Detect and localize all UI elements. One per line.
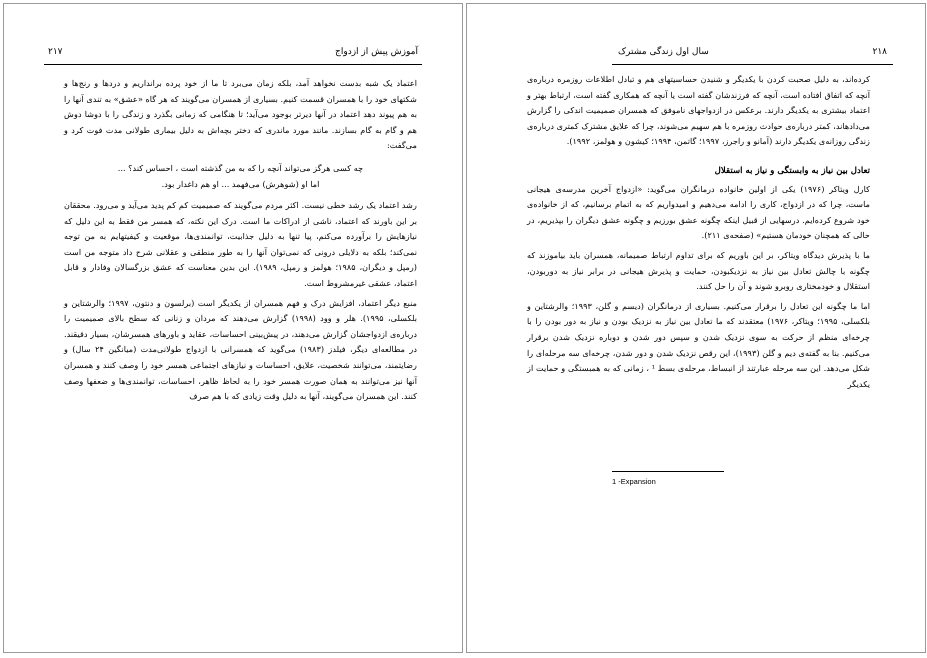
left-page-number: ۲۱۷ [48, 47, 63, 57]
paragraph: رشد اعتماد یک رشد خطی نیست. اکثر مردم می‌گویند که صمیمیت کم کم پدید می‌آید و می‌رود. محققان بر این باورند که اعتماد، ناشی از ادراکات ما است. درک این نکته، که همسر من فقط به این دلیل که نیازهایش را برآورده می‌کنم، پیا تنها به دلیل جذابیت، توانمندی‌ها، موقعیت و کیفیتهایم به من توجه نمی‌کند؛ بلکه به دلایلی درونی که نمی‌توان آنها را به طور منطقی و عقلانی شرح داد متوجه من است (رمپل و دیگران، ۱۹۸۵؛ هولمز و رمپل، ۱۹۸۹). این بدین معناست که عشق بزرگسالان وفادار و قابل اعتماد، عشقی غیرمشروط است. [64, 199, 417, 288]
paragraph: ما با پذیرش دیدگاه ویتاکر، بر این باوریم که برای تداوم ارتباط صمیمانه، همسران باید بیاموزند که چگونه با چالش تعادل بین نیاز به نزدیکبودن، حمایت و پذیرش هیجانی در برابر نیاز به دوربودن، استقلال و خودمختاری روبرو شوند و آن را حل کنند. [527, 249, 870, 292]
left-page-header-title: آموزش پیش از ازدواج [335, 47, 418, 57]
left-page-body [64, 76, 417, 409]
paragraph: منبع دیگر اعتماد، افزایش درک و فهم همسران از یکدیگر است (برلسون و دنتون، ۱۹۹۷؛ والرشتاین و بلکسلی، ۱۹۹۵). هلر و وود (۱۹۹۸) گزارش می‌دهند که مردان و زنانی که سطح بالای صمیمیت را درباره‌ی ازدواجشان گزارش می‌دهند، در پیش‌بینی احساسات، عقاید و باورهای همسرشان، بسیار دقیقند. در مطالعه‌ای دیگر، فیلدز (۱۹۸۳) می‌گوید که همسرانی با ازدواج طولانی‌مدت (میانگین ۲۴ سال) و رضایتمند، می‌توانند شخصیت، علایق، احساسات و نیازهای اجتماعی همسر خود را وصف کنند و همسران آنها نیز می‌توانند به همان صورت همسر خود را به لحاظ ظاهر، احساسات، توانمندی‌ها و ضعفها وصف کنند. این همسران می‌گویند، آنها به دلیل وقت زیادی که با هم صرف [64, 297, 417, 402]
right-page [466, 3, 926, 653]
paragraph: کرده‌اند، به دلیل صحبت کردن با یکدیگر و شنیدن حساسیتهای هم و تبادل اطلاعات روزمره درباره‌ی آنچه که اتفاق افتاده است، آنچه که فرزندشان گفته است یا آنچه که همکاری گفته است، ارتباط بهتر و اعتماد بیشتری به یکدیگر دارند. برعکس در ازدواجهای ناموفق که همسران صمیمیت اندکی را گزارش می‌دادهاند، کمتر درباره‌ی حوادث روزمره با هم سهیم می‌شوند، چرا که علایق مشترک کمتری درباره‌ی زندگی روزانه‌ی یکدیگر دارند (آمانو و راجرز، ۱۹۹۷؛ گاتمن، ۱۹۹۴؛ کیشون و هولمز، ۱۹۹۲). [527, 74, 870, 147]
quote-line: چه کسی هرگز می‌تواند آنچه را که به من گذشته است ، احساس کند؟ ... [117, 162, 364, 173]
footnote: 1 -Expansion [612, 477, 656, 486]
paragraph: کارل ویتاکر (۱۹۷۶) یکی از اولین خانواده درمانگران می‌گوید: «ازدواج آخرین مدرسه‌ی هیجانی ماست، چرا که در ازدواج، کاری را ادامه می‌دهیم و امیدواریم که به اتمام برسانیم، که از خانواده‌ی خود شروع کرده‌ایم. درسهایی از قبیل اینکه چگونه عشق بورزیم و چگونه عشق دیگران را بپذیریم، در حالی که همچنان خودمان هستیم» (صفحه‌ی ۲۱۱). [527, 183, 870, 241]
paragraph: اعتماد یک شبه بدست نخواهد آمد، بلکه زمان می‌برد تا ما از خود پرده برانداریم و دردها و رنج‌ها و شکتهای خود را با همسران قسمت کنیم. بسیاری از همسران می‌گویند که هر گاه «عشق» به تندی آنها را به هم پیوند دهد اعتماد در آنها دیرتر بوجود می‌آید؛ تا هنگامی که زمانی بگذرد و زندگی را با دوشا دوش هم و گام به گام بسازند. مانند مورد ماندری که دختر بچه‌اش به دلیل بیماری طولانی مدت فوت کرد و می‌گفت: [64, 78, 417, 151]
left-page [3, 3, 463, 653]
section-heading: تعادل بین نیاز به وابستگی و نیاز به استقلال [714, 165, 870, 176]
right-page-header-title: سال اول زندگی مشترک [618, 47, 709, 57]
left-page-header [44, 44, 422, 65]
block-quote [64, 160, 417, 192]
footnote-divider [612, 471, 724, 472]
quote-line: اما او (شوهرش) می‌فهمد ... او هم داغدار بود. [161, 178, 320, 189]
paragraph: اما ما چگونه این تعادل را برقرار می‌کنیم. بسیاری از درمانگران (دیسم و گلن، ۱۹۹۳؛ والرشتاین و بلکسلی، ۱۹۹۵؛ ویتاکر، ۱۹۷۶) معتقدند که ما تعادل بین نیاز به نزدیک بودن و نیاز به دور بودن را با چرخه‌ای منظم از حرکت به سوی نزدیک شدن و سپس دور شدن و دوباره نزدیک شدن برقرار می‌کنیم. بنا به گفته‌ی دیم و گلن (۱۹۹۳)، این رقص نزدیک شدن و دور شدن، چرخه‌ای سه مرحله‌ای را شکل می‌دهد. این سه مرحله عبارتند از انبساط، مرحله‌ی بسط ¹ ، زمانی که به همبستگی و حمایت از یکدیگر [527, 300, 871, 389]
right-page-header [612, 44, 893, 65]
right-page-number: ۲۱۸ [872, 47, 887, 57]
right-page-body [527, 72, 870, 396]
